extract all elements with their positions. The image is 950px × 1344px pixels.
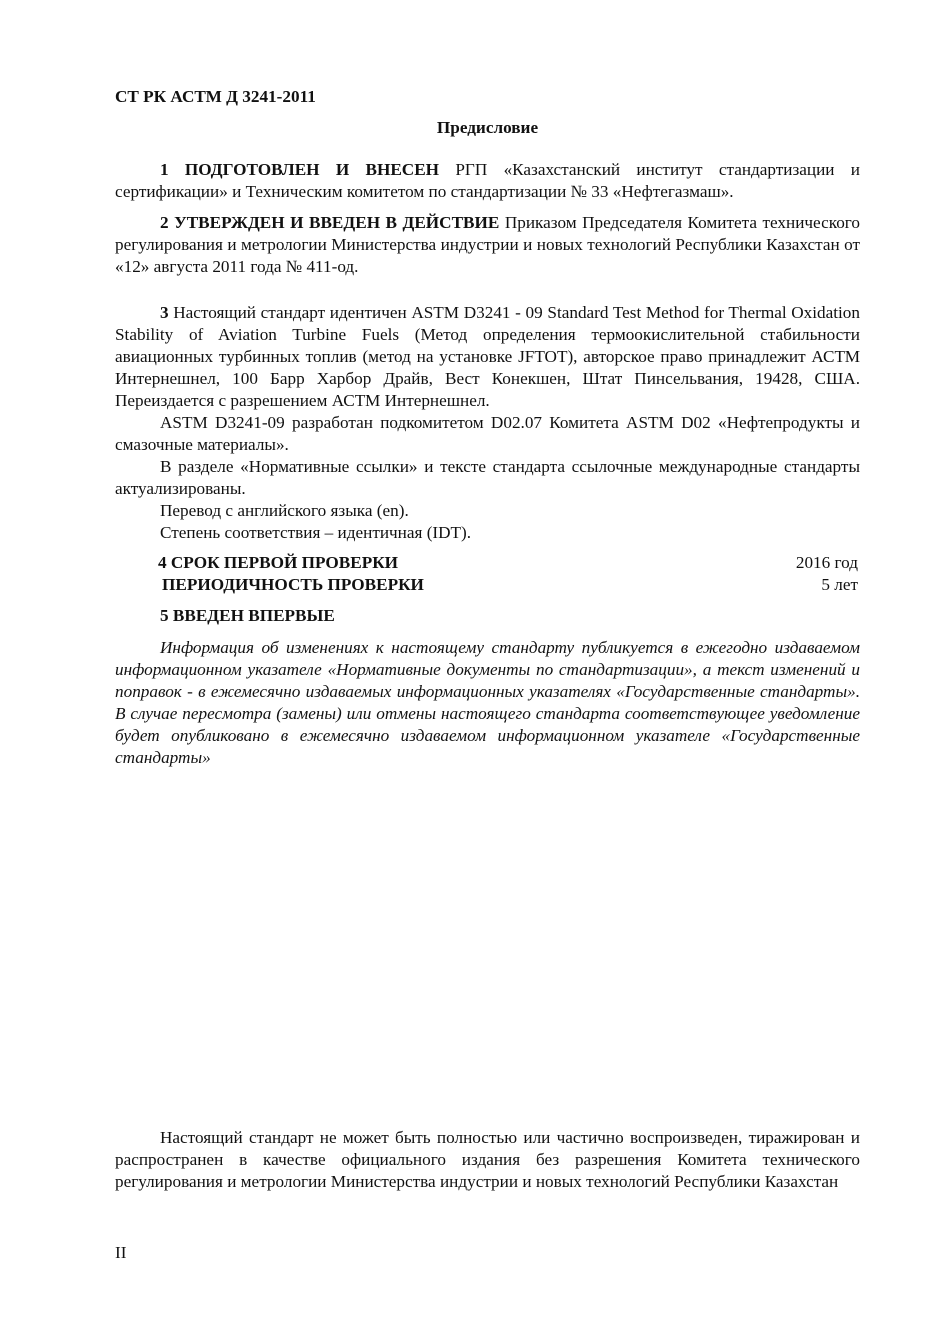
paragraph-3-text: Настоящий стандарт идентичен ASTM D3241 - 09 Standard Test Method for Thermal Oxidation Stability of Aviation Turbine Fuels (Метод определения термоокислительной стабильности авиационных турбинных топлив (метод на установке JFTOT), авторское право принадлежит АСТМ Интернешнел, 100 Барр Харбор Драйв, Вест Конекшен, Штат Пинсельвания, 19428, США. Переиздается с разрешением АСТМ Интернешнел. — [115, 303, 860, 410]
paragraph-3-committee: ASTM D3241-09 разработан подкомитетом D02.07 Комитета ASTM D02 «Нефтепродукты и смазочные материалы». — [115, 413, 860, 454]
paragraph-2 — [115, 212, 860, 278]
period-label: ПЕРИОДИЧНОСТЬ ПРОВЕРКИ — [162, 575, 424, 594]
paragraph-1-lead: 1 ПОДГОТОВЛЕН И ВНЕСЕН — [160, 160, 440, 179]
paragraph-1-text: РГП «Казахстанский институт стандартизации и сертификации» и Техническим комитетом по стандартизации № 33 «Нефтегазмаш». — [115, 160, 860, 201]
first-check-label: 4 СРОК ПЕРВОЙ ПРОВЕРКИ — [158, 553, 399, 572]
paragraph-3 — [115, 302, 860, 412]
paragraph-3-translation: Перевод с английского языка (en). — [160, 501, 409, 520]
paragraph-3-conformity: Степень соответствия – идентичная (IDT). — [160, 523, 472, 542]
paragraph-1 — [115, 159, 860, 203]
first-check-value: 2016 год — [795, 553, 858, 572]
period-value: 5 лет — [821, 575, 858, 594]
document-code: СТ РК АСТМ Д 3241-2011 — [115, 87, 316, 106]
period-row — [158, 574, 858, 596]
page-title: Предисловие — [436, 118, 539, 137]
first-check-row — [158, 552, 858, 574]
paragraph-3-references: В разделе «Нормативные ссылки» и тексте стандарта ссылочные международные стандарты актуализированы. — [115, 457, 860, 498]
paragraph-3-lead: 3 — [160, 303, 169, 322]
paragraph-5-lead: 5 ВВЕДЕН ВПЕРВЫЕ — [160, 606, 335, 625]
paragraph-2-text: Приказом Председателя Комитета технического регулирования и метрологии Министерства индустрии и новых технологий Республики Казахстан от «12» августа 2011 года № 411-од. — [115, 213, 861, 276]
page-number: II — [115, 1243, 127, 1262]
info-paragraph: Информация об изменениях к настоящему стандарту публикуется в ежегодно издаваемом информационном указателе «Нормативные документы по стандартизации», а текст изменений и поправок - в ежемесячно издаваемых информационных указателях «Государственные стандарты». В случае пересмотра (замены) или отмены настоящего стандарта соответствующее уведомление будет опубликовано в ежемесячно издаваемом информационном указателе «Государственные стандарты» — [115, 638, 860, 767]
paragraph-2-lead: 2 УТВЕРЖДЕН И ВВЕДЕН В ДЕЙСТВИЕ — [160, 213, 500, 232]
copyright-notice: Настоящий стандарт не может быть полностью или частично воспроизведен, тиражирован и распространен в качестве официального издания без разрешения Комитета технического регулирования и метрологии Министерства индустрии и новых технологий Республики Казахстан — [115, 1128, 860, 1191]
